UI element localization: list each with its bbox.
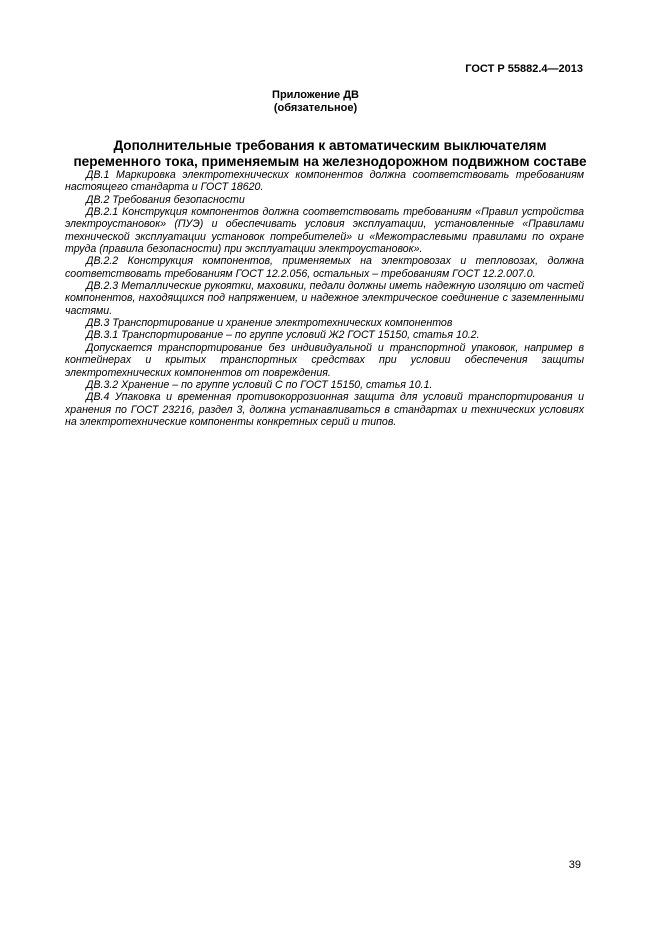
annex-label: Приложение ДВ [272,89,359,101]
paragraph-dv2-2: ДВ.2.2 Конструкция компонентов, применяемых на электровозах и тепловозах, должна соответствовать требованиям ГОСТ 12.2.056, остальных – требованиям ГОСТ 12.2.007.0. [65,255,584,280]
paragraph-dv3-1: ДВ.3.1 Транспортирование – по группе условий Ж2 ГОСТ 15150, статья 10.2. [86,329,480,342]
page-number: 39 [568,859,581,871]
paragraph-dv2-1: ДВ.2.1 Конструкция компонентов должна соответствовать требованиям «Правил устройства электроустановок» (ПУЭ) и обеспечивать условия эксплуатации, установленные «Правилами технической эксплуатации установок потребителей» и «Межотраслевыми правилами по охране труда (правила безопасности) при эксплуатации электроустановок». [65,206,584,256]
title-line: Дополнительные требования к автоматическим выключателям [113,138,547,153]
paragraph-dv2-3: ДВ.2.3 Металлические рукоятки, маховики, педали должны иметь надежную изоляцию от частей компонентов, находящихся под напряжением, и надежное электрическое соединение с заземленными частями. [65,280,584,317]
title-line: переменного тока, применяемым на железнодорожном подвижном составе [73,154,587,169]
paragraph-dv2: ДВ.2 Требования безопасности [86,193,245,206]
paragraph-dv3-1-note: Допускается транспортирование без индивидуальной и транспортной упаковок, например в контейнерах и крытых транспортных средствах при условии обеспечения защиты электротехнических компонентов от повреждения. [65,341,584,379]
paragraph-dv3-2: ДВ.3.2 Хранение – по группе условий С по ГОСТ 15150, статья 10.1. [86,378,433,391]
annex-title [60,138,600,170]
standard-designation: ГОСТ Р 55882.4—2013 [465,63,583,75]
paragraph-dv4: ДВ.4 Упаковка и временная противокоррозионная защита для условий транспортирования и хранения по ГОСТ 23216, раздел 3, должна устанавливаться в стандартах и технических условиях на электротехнические компоненты конкретных серий и типов. [65,391,584,428]
document-body [65,169,584,428]
paragraph-dv1: ДВ.1 Маркировка электротехнических компонентов должна соответствовать требованиям настоящего стандарта и ГОСТ 18620. [65,169,584,194]
annex-heading [0,89,661,114]
annex-status: (обязательное) [273,101,358,114]
paragraph-dv3: ДВ.3 Транспортирование и хранение электротехнических компонентов [86,317,453,330]
